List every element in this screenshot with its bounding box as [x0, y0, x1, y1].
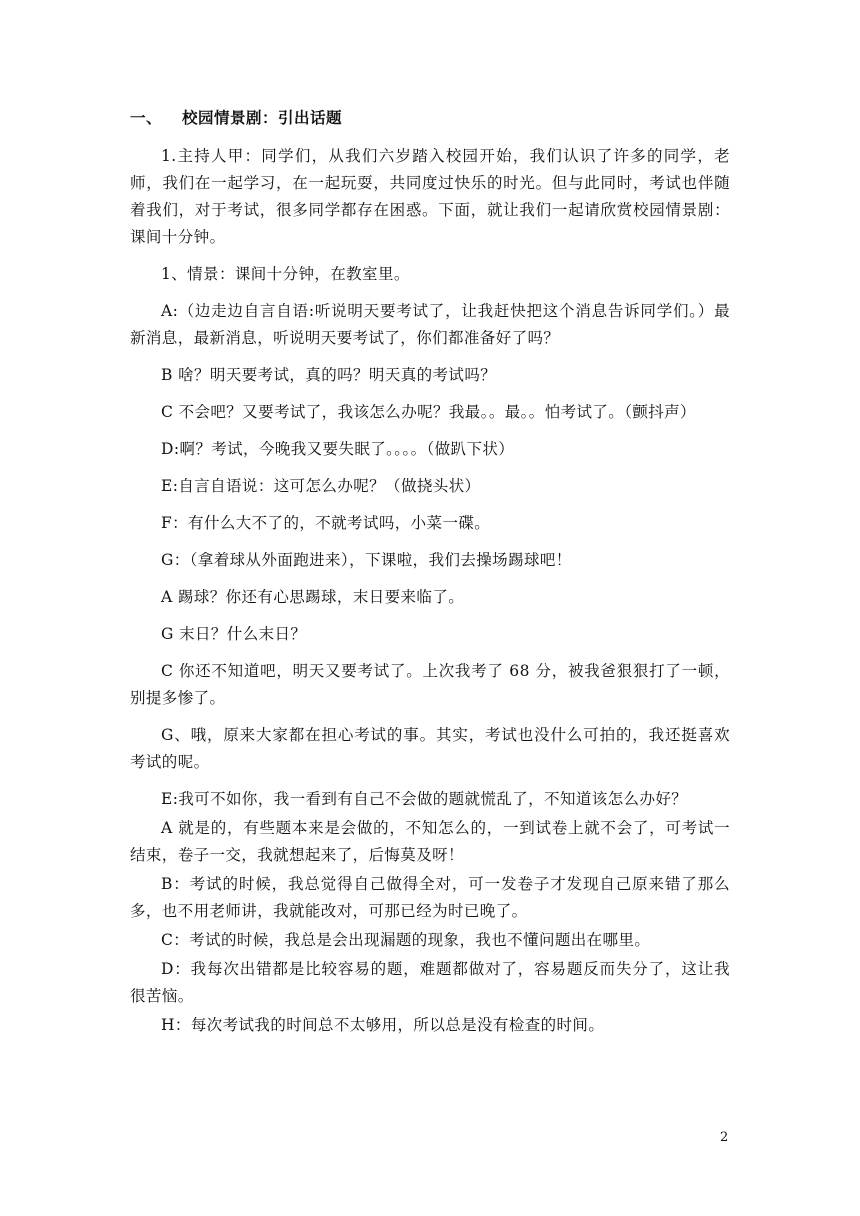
- paragraph-line-a3: A 就是的，有些题本来是会做的，不知怎么的，一到试卷上就不会了，可考试一结束，卷子一交，我就想起来了，后悔莫及呀！: [130, 819, 730, 864]
- paragraph-host-intro: 1.主持人甲：同学们，从我们六岁踏入校园开始，我们认识了许多的同学，老师，我们在一起学习，在一起玩耍，共同度过快乐的时光。但与此同时，考试也伴随着我们，对于考试，很多同学都存在困惑。下面，就让我们一起请欣赏校园情景剧：课间十分钟。: [130, 147, 730, 246]
- paragraph-line-d1: D:啊？考试，今晚我又要失眠了。。。。（做趴下状）: [161, 440, 515, 458]
- paragraph-line-c3: C：考试的时候，我总是会出现漏题的现象，我也不懂问题出在哪里。: [161, 931, 651, 949]
- paragraph-scene: 1、情景：课间十分钟，在教室里。: [161, 265, 410, 283]
- paragraph-line-b1: B 啥？明天要考试，真的吗？明天真的考试吗？: [161, 366, 497, 384]
- paragraph-line-c1: C 不会吧？又要考试了，我该怎么办呢？我最。。最。。怕考试了。（颤抖声）: [161, 403, 696, 421]
- paragraph-line-f1: F：有什么大不了的，不就考试吗，小菜一碟。: [161, 514, 491, 532]
- paragraph-line-g2: G 末日？什么末日？: [161, 625, 307, 643]
- paragraph-line-g1: G：（拿着球从外面跑进来），下课啦，我们去操场踢球吧！: [161, 551, 572, 569]
- page-number: 2: [720, 1130, 729, 1145]
- paragraph-line-a2: A 踢球？你还有心思踢球，末日要来临了。: [161, 588, 465, 606]
- paragraph-line-b2: B：考试的时候，我总觉得自己做得全对，可一发卷子才发现自己原来错了那么多，也不用老师讲，我就能改对，可那已经为时已晚了。: [130, 875, 730, 920]
- paragraph-line-g3: G、哦，原来大家都在担心考试的事。其实，考试也没什么可拍的，我还挺喜欢考试的呢。: [130, 726, 730, 771]
- section-number: 一、: [130, 109, 163, 127]
- section-heading: [130, 106, 342, 128]
- paragraph-line-e1: E:自言自语说：这可怎么办呢？（做挠头状）: [161, 477, 481, 495]
- paragraph-line-a1: A:（边走边自言自语:听说明天要考试了，让我赶快把这个消息告诉同学们。）最新消息，最新消息，听说明天要考试了，你们都准备好了吗？: [130, 302, 730, 347]
- paragraph-line-c2: C 你还不知道吧，明天又要考试了。上次我考了 68 分，被我爸狠狠打了一顿，别提多惨了。: [130, 662, 730, 707]
- paragraph-line-d2: D：我每次出错都是比较容易的题，难题都做对了，容易题反而失分了，这让我很苦恼。: [130, 960, 730, 1005]
- section-title: 校园情景剧：引出话题: [182, 109, 343, 127]
- paragraph-line-e2: E:我可不如你，我一看到有自己不会做的题就慌乱了，不知道该怎么办好？: [161, 790, 688, 808]
- document-body: [130, 143, 730, 1041]
- paragraph-line-h1: H：每次考试我的时间总不太够用，所以总是没有检查的时间。: [161, 1016, 605, 1034]
